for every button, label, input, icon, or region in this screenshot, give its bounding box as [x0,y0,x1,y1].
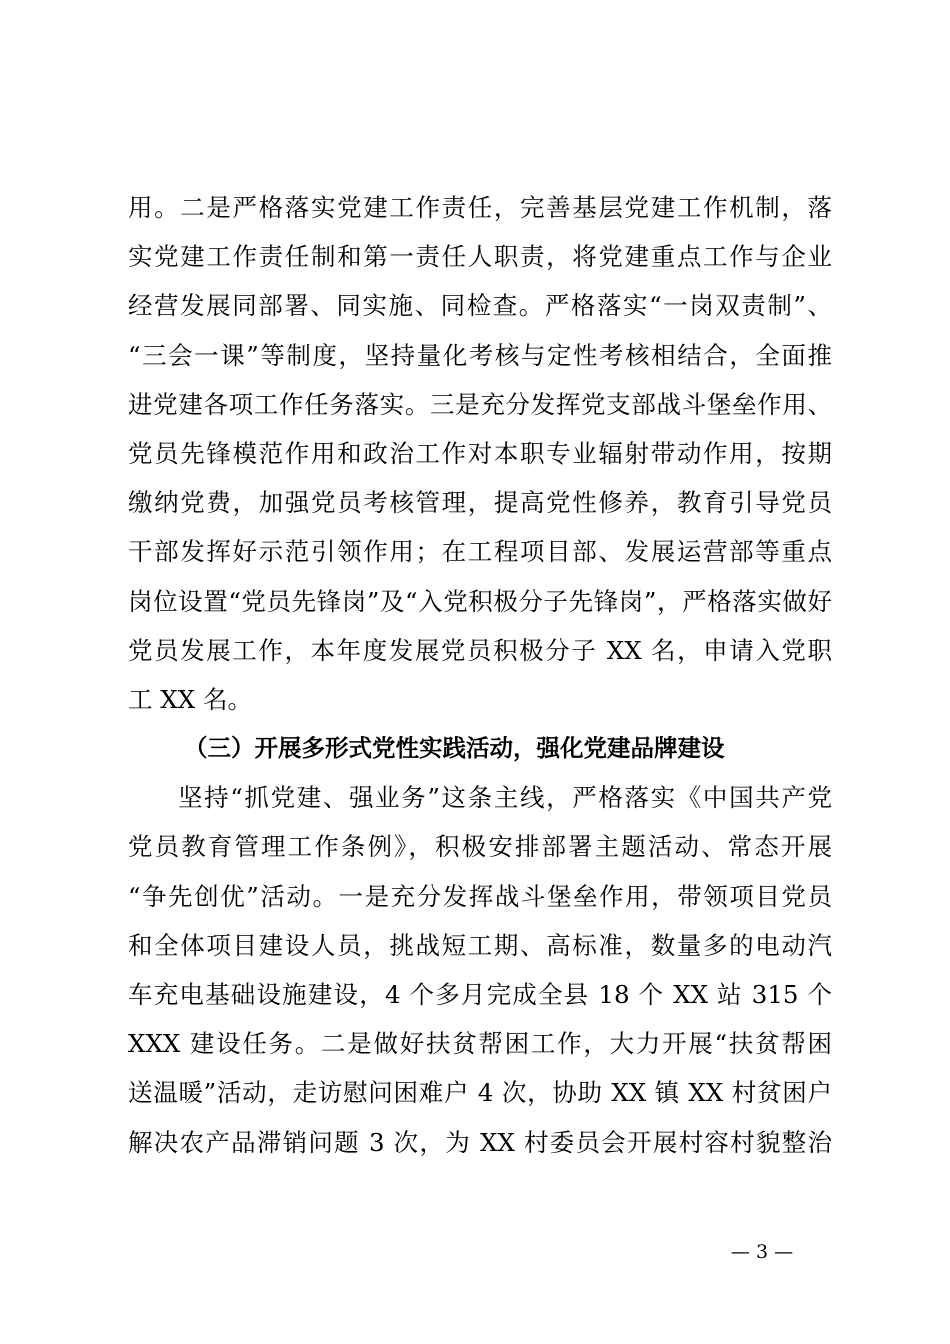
paragraph-line: 党员教育管理工作条例》，积极安排部署主题活动、常态开展 [128,832,832,862]
paragraph-line: 干部发挥好示范引领作用；在工程项目部、发展运营部等重点 [128,537,832,567]
paragraph-line: 经营发展同部署、同实施、同检查。严格落实“一岗双责制”、 [128,291,832,321]
paragraph-line: “争先创优”活动。一是充分发挥战斗堡垒作用，带领项目党员 [128,881,832,911]
paragraph-line: 工 XX 名。 [128,684,252,714]
paragraph-line: 解决农产品滞销问题 3 次，为 XX 村委员会开展村容村貌整治 [128,1127,832,1157]
paragraph-line: 缴纳党费，加强党员考核管理，提高党性修养，教育引导党员 [128,488,832,518]
paragraph-line: 用。二是严格落实党建工作责任，完善基层党建工作机制，落 [128,193,832,222]
document-body [128,183,832,1167]
paragraph-line: 实党建工作责任制和第一责任人职责，将党建重点工作与企业 [128,242,832,272]
page-number: — 3 — [730,1241,794,1263]
paragraph-line: “三会一课”等制度，坚持量化考核与定性考核相结合，全面推 [128,340,832,370]
paragraph-line: 岗位设置“党员先锋岗”及“入党积极分子先锋岗”，严格落实做好 [128,586,832,616]
paragraph-line: 送温暖”活动，走访慰问困难户 4 次，协助 XX 镇 XX 村贫困户 [128,1078,832,1108]
paragraph-line: 党员发展工作，本年度发展党员积极分子 XX 名，申请入党职 [128,635,832,665]
paragraph-line: 坚持“抓党建、强业务”这条主线，严格落实《中国共产党 [178,783,832,813]
paragraph-line: 和全体项目建设人员，挑战短工期、高标准，数量多的电动汽 [128,930,832,960]
paragraph-line: 党员先锋模范作用和政治工作对本职专业辐射带动作用，按期 [128,438,832,468]
paragraph-line: 车充电基础设施建设，4 个多月完成全县 18 个 XX 站 315 个 [128,980,832,1009]
paragraph-line: XXX 建设任务。二是做好扶贫帮困工作，大力开展“扶贫帮困 [128,1029,832,1059]
section-heading: （三）开展多形式党性实践活动，强化党建品牌建设 [184,734,725,763]
paragraph-line: 进党建各项工作任务落实。三是充分发挥党支部战斗堡垒作用、 [128,389,832,419]
